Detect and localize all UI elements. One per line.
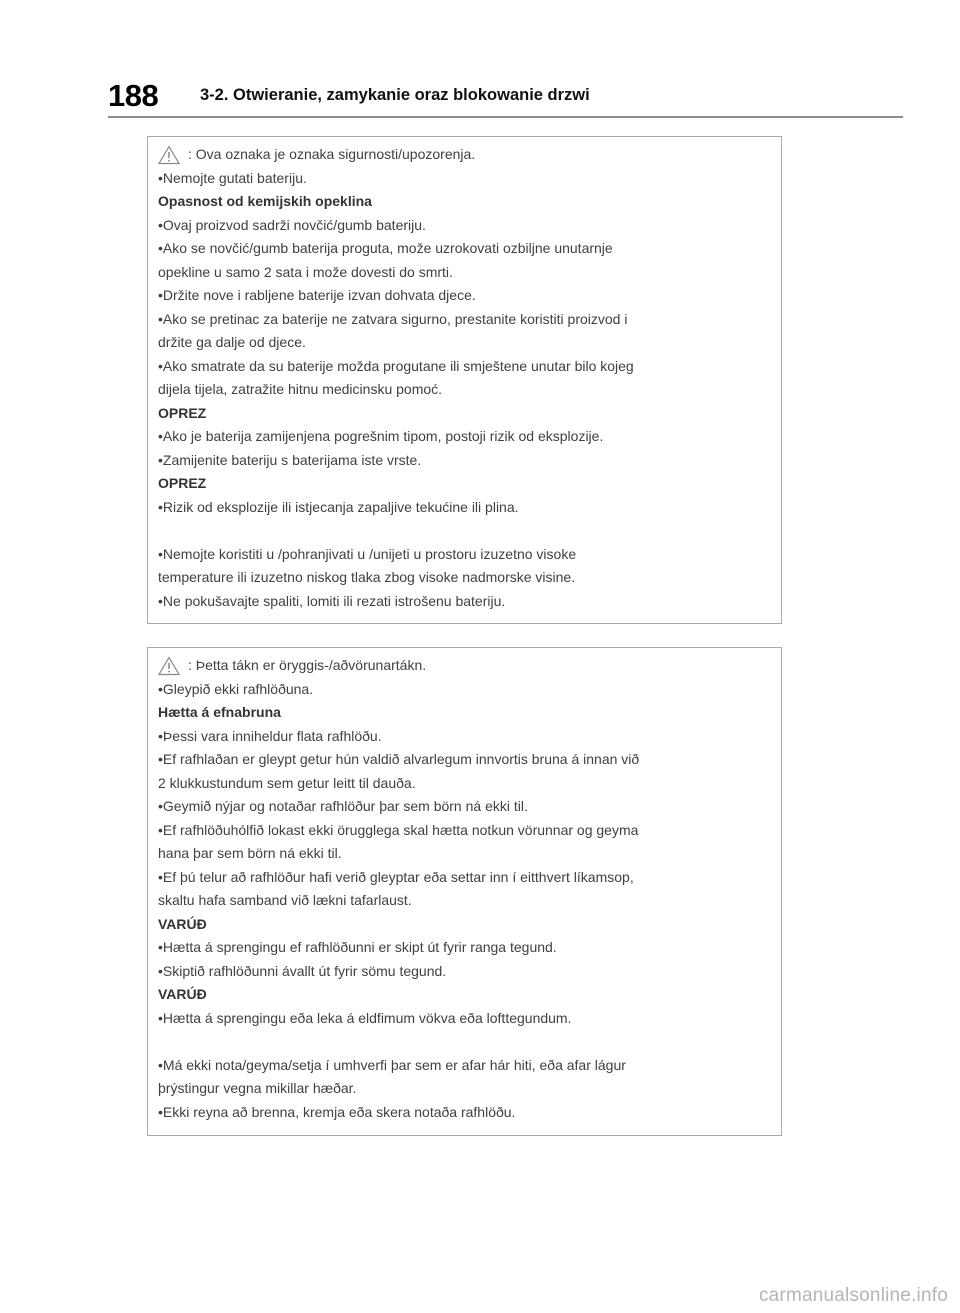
warning-intro-text: : Ova oznaka je oznaka sigurnosti/upozorenja. xyxy=(188,146,476,162)
section-heading: OPREZ xyxy=(158,475,207,491)
text-line: •Má ekki nota/geyma/setja í umhverfi þar sem er afar hár hiti, eða afar lágur xyxy=(158,1056,626,1073)
text-line: temperature ili izuzetno niskog tlaka zbog visoke nadmorske visine. xyxy=(158,569,576,585)
text-line: •Ekki reyna að brenna, kremja eða skera notaða rafhlöðu. xyxy=(158,1103,516,1120)
section-heading: Hætta á efnabruna xyxy=(158,704,281,720)
page-header xyxy=(108,76,903,116)
blank-line xyxy=(158,1030,769,1054)
text-line: •Ef þú telur að rafhlöður hafi verið gleyptar eða settar inn í eitthvert líkamsop, xyxy=(158,868,634,885)
section-heading: Opasnost od kemijskih opeklina xyxy=(158,193,372,209)
text-line: •Ne pokušavajte spaliti, lomiti ili rezati istrošenu bateriju. xyxy=(158,592,506,609)
text-line: hana þar sem börn ná ekki til. xyxy=(158,845,342,861)
text-line: •Hætta á sprengingu eða leka á eldfimum vökva eða lofttegundum. xyxy=(158,1009,572,1026)
text-line: •Ako smatrate da su baterije možda progutane ili smještene unutar bilo kojeg xyxy=(158,357,634,374)
text-line: opekline u samo 2 sata i može dovesti do smrti. xyxy=(158,263,453,280)
section-heading: VARÚÐ xyxy=(158,915,207,932)
warning-triangle-icon xyxy=(158,656,180,676)
text-line: •Ako se pretinac za baterije ne zatvara sigurno, prestanite koristiti proizvod i xyxy=(158,310,628,327)
text-line: •Ako se novčić/gumb baterija proguta, može uzrokovati ozbiljne unutarnje xyxy=(158,240,613,256)
text-line: držite ga dalje od djece. xyxy=(158,334,306,350)
text-line: •Gleypið ekki rafhlöðuna. xyxy=(158,680,314,697)
text-line: 2 klukkustundum sem getur leitt til dauða. xyxy=(158,774,416,791)
text-line: •Zamijenite bateriju s baterijama iste vrste. xyxy=(158,451,422,468)
warning-box-icelandic xyxy=(147,647,782,1136)
text-line: dijela tijela, zatražite hitnu medicinsku pomoć. xyxy=(158,381,443,397)
warning-text-lines xyxy=(158,678,769,1125)
text-line: þrýstingur vegna mikillar hæðar. xyxy=(158,1080,357,1096)
text-line: •Držite nove i rabljene baterije izvan dohvata djece. xyxy=(158,287,476,303)
section-heading: OPREZ xyxy=(158,404,207,421)
text-line: •Nemojte gutati bateriju. xyxy=(158,169,307,186)
text-line: •Skiptið rafhlöðunni ávallt út fyrir sömu tegund. xyxy=(158,962,447,979)
text-line: •Hætta á sprengingu ef rafhlöðunni er skipt út fyrir ranga tegund. xyxy=(158,939,557,955)
warning-intro-line xyxy=(158,654,769,678)
text-line: •Ako je baterija zamijenjena pogrešnim tipom, postoji rizik od eksplozije. xyxy=(158,428,604,444)
warning-triangle-icon xyxy=(158,145,180,165)
text-line: •Rizik od eksplozije ili istjecanja zapaljive tekućine ili plina. xyxy=(158,498,519,515)
text-line: •Ovaj proizvod sadrži novčić/gumb bateriju. xyxy=(158,216,426,233)
text-line: •Þessi vara inniheldur flata rafhlöðu. xyxy=(158,727,382,744)
warning-box-croatian xyxy=(147,136,782,624)
page-number: 188 xyxy=(108,78,159,113)
text-line: •Nemojte koristiti u /pohranjivati u /unijeti u prostoru izuzetno visoke xyxy=(158,545,577,562)
blank-line xyxy=(158,519,769,543)
warning-intro-line xyxy=(158,143,769,167)
warning-intro-text: : Þetta tákn er öryggis-/aðvörunartákn. xyxy=(188,657,427,673)
header-divider xyxy=(108,116,903,118)
watermark: carmanualsonline.info xyxy=(758,1285,948,1306)
section-title: 3-2. Otwieranie, zamykanie oraz blokowanie drzwi xyxy=(200,86,590,104)
text-line: •Geymið nýjar og notaðar rafhlöður þar sem börn ná ekki til. xyxy=(158,798,528,814)
text-line: skaltu hafa samband við lækni tafarlaust. xyxy=(158,892,412,908)
section-heading: VARÚÐ xyxy=(158,986,207,1002)
warning-text-lines xyxy=(158,167,769,614)
text-line: •Ef rafhlöðuhólfið lokast ekki örugglega skal hætta notkun vörunnar og geyma xyxy=(158,821,639,838)
text-line: •Ef rafhlaðan er gleypt getur hún valdið alvarlegum innvortis bruna á innan við xyxy=(158,751,640,767)
